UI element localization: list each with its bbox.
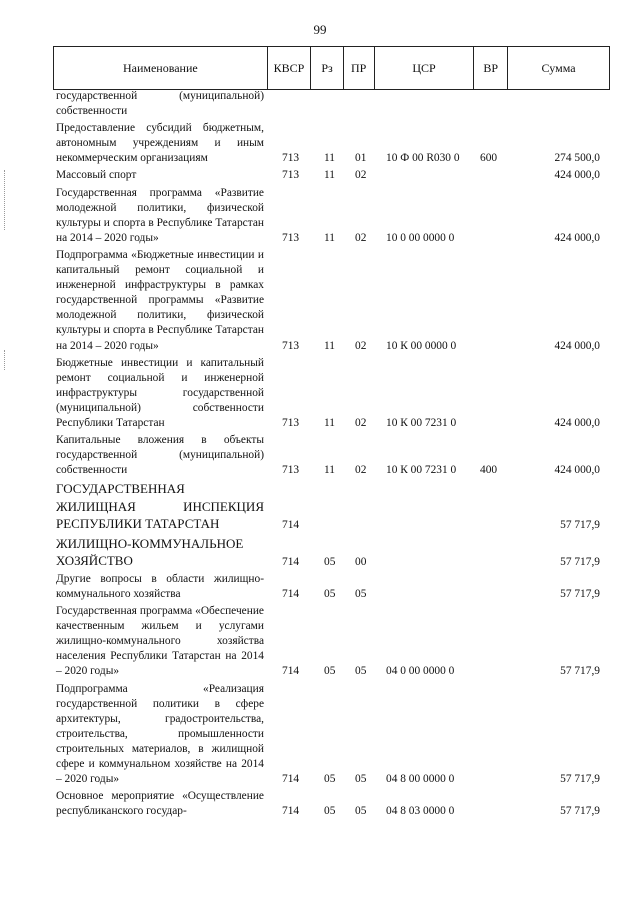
row-pr: 05 [355, 587, 367, 600]
row-pr: 02 [355, 231, 367, 244]
row-name: Массовый спорт [56, 169, 137, 182]
row-csr: 10 К 00 0000 0 [386, 339, 457, 352]
budget-table-body [56, 89, 606, 819]
row-rz: 11 [324, 464, 335, 477]
column-header-rz: Рз [311, 47, 344, 89]
row-csr: 04 8 00 0000 0 [386, 773, 455, 786]
row-sum: 424 000,0 [554, 339, 600, 352]
page-number: 99 [313, 22, 327, 37]
row-name: государственной (муниципальной) собственности [56, 90, 264, 118]
row-csr: 04 8 03 0000 0 [386, 805, 455, 818]
row-kvsr: 713 [282, 231, 300, 244]
row-name: ЖИЛИЩНО-КОММУНАЛЬНОЕ ХОЗЯЙСТВО [56, 535, 244, 569]
row-pr: 05 [355, 665, 367, 678]
row-sum: 424 000,0 [554, 416, 600, 429]
column-header-vr: ВР [474, 47, 508, 89]
row-name: Государственная программа «Развитие молодежной политики, физической культуры и спорта в Республике Татарстан на 2014 – 2020 годы» [56, 186, 264, 244]
row-kvsr: 713 [282, 152, 300, 165]
table-row [56, 356, 606, 431]
row-kvsr: 714 [282, 555, 300, 568]
table-header [53, 46, 610, 90]
row-sum: 424 000,0 [554, 464, 600, 477]
row-sum: 57 717,9 [560, 518, 600, 531]
row-sum: 57 717,9 [560, 587, 600, 600]
row-csr: 10 К 00 7231 0 [386, 416, 457, 429]
row-name: Государственная программа «Обеспечение качественным жильем и услугами жилищно-коммунального хозяйства населения Республики Татарстан на 2014 – 2020 годы» [56, 605, 264, 678]
row-vr: 400 [480, 464, 498, 477]
column-header-kvsr: КВСР [268, 47, 312, 89]
table-row [56, 535, 606, 570]
row-rz: 05 [324, 555, 336, 568]
row-csr: 10 К 00 7231 0 [386, 464, 457, 477]
row-csr: 10 Ф 00 R030 0 [386, 152, 460, 165]
row-sum: 424 000,0 [554, 231, 600, 244]
table-row [56, 433, 606, 478]
table-row [56, 248, 606, 354]
row-pr: 02 [355, 339, 367, 352]
row-kvsr: 713 [282, 416, 300, 429]
table-row [56, 572, 606, 602]
row-pr: 01 [355, 152, 367, 165]
scan-mark [4, 350, 7, 370]
row-name: ГОСУДАРСТВЕННАЯ ЖИЛИЩНАЯ ИНСПЕКЦИЯ РЕСПУБЛИКИ ТАТАРСТАН [56, 481, 264, 532]
table-row [56, 89, 606, 119]
row-pr: 05 [355, 805, 367, 818]
row-rz: 11 [324, 416, 335, 429]
row-sum: 57 717,9 [560, 555, 600, 568]
table-row [56, 682, 606, 788]
table-row [56, 168, 606, 183]
column-header-csr: ЦСР [375, 47, 475, 89]
table-row [56, 186, 606, 246]
table-row [56, 604, 606, 679]
column-header-pr: ПР [344, 47, 375, 89]
row-name: Предоставление субсидий бюджетным, автономным учреждениям и иным некоммерческим организациям [56, 122, 264, 165]
row-sum: 57 717,9 [560, 665, 600, 678]
row-sum: 274 500,0 [554, 152, 600, 165]
row-kvsr: 714 [282, 587, 300, 600]
row-csr: 10 0 00 0000 0 [386, 231, 455, 244]
row-kvsr: 713 [282, 169, 300, 182]
row-kvsr: 714 [282, 773, 300, 786]
row-pr: 02 [355, 416, 367, 429]
row-name: Подпрограмма «Бюджетные инвестиции и капитальный ремонт социальной и инженерной инфраструктуры в рамках государственной программы «Развитие молодежной политики, физической культуры и спорта в Республике Татарстан на 2014 – 2020 годы» [56, 248, 264, 352]
column-header-sum: Сумма [541, 60, 576, 75]
row-pr: 00 [355, 555, 367, 568]
row-kvsr: 713 [282, 464, 300, 477]
row-rz: 11 [324, 169, 335, 182]
row-rz: 05 [324, 665, 336, 678]
row-kvsr: 714 [282, 518, 300, 531]
table-row [56, 789, 606, 819]
row-pr: 02 [355, 464, 367, 477]
row-name: Другие вопросы в области жилищно-коммунального хозяйства [56, 572, 264, 600]
row-kvsr: 713 [282, 339, 300, 352]
row-sum: 424 000,0 [554, 169, 600, 182]
table-row [56, 121, 606, 166]
row-pr: 02 [355, 169, 367, 182]
row-name: Основное мероприятие «Осуществление республиканского государ- [56, 790, 264, 818]
row-vr: 600 [480, 152, 498, 165]
row-kvsr: 714 [282, 665, 300, 678]
row-name: Капитальные вложения в объекты государственной (муниципальной) собственности [56, 434, 264, 477]
row-rz: 11 [324, 152, 335, 165]
row-rz: 05 [324, 773, 336, 786]
row-name: Бюджетные инвестиции и капитальный ремонт социальной и инженерной инфраструктуры государственной (муниципальной) собственности Республики Татарстан [56, 356, 264, 429]
row-rz: 05 [324, 805, 336, 818]
row-rz: 05 [324, 587, 336, 600]
row-rz: 11 [324, 231, 335, 244]
table-row [56, 480, 606, 533]
row-csr: 04 0 00 0000 0 [386, 665, 455, 678]
scan-mark [4, 170, 7, 230]
column-header-name: Наименование [54, 47, 268, 89]
row-sum: 57 717,9 [560, 773, 600, 786]
row-kvsr: 714 [282, 805, 300, 818]
row-sum: 57 717,9 [560, 805, 600, 818]
row-name: Подпрограмма «Реализация государственной политики в сфере архитектуры, градостроительства, строительства, промышленности строительных материалов, в жилищной сфере и коммунальном хозяйстве на 2014 – 2020 годы» [56, 682, 264, 786]
row-rz: 11 [324, 339, 335, 352]
row-pr: 05 [355, 773, 367, 786]
